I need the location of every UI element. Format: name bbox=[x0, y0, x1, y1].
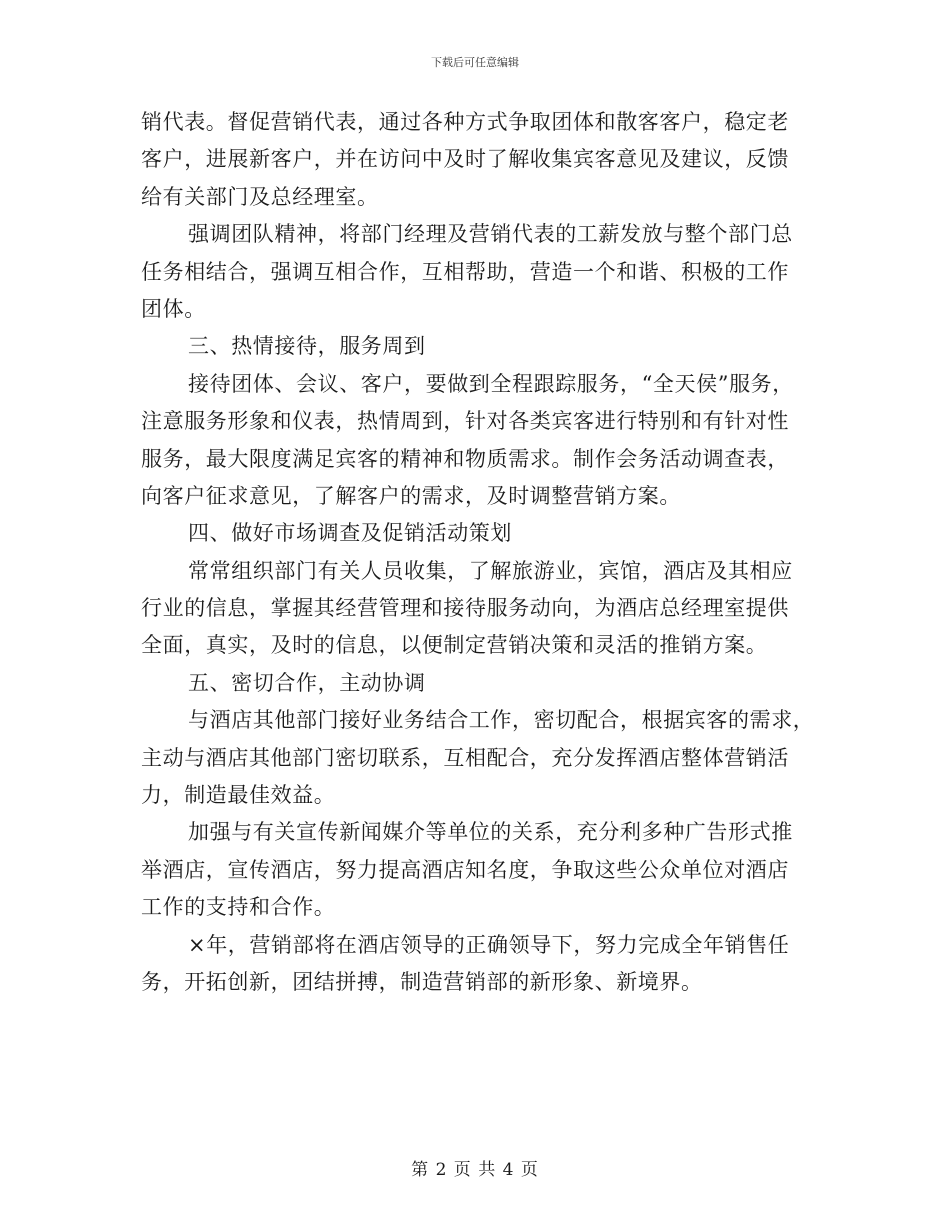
text-line: 力，制造最佳效益。 bbox=[141, 783, 336, 808]
text-line: 全面，真实，及时的信息，以便制定营销决策和灵活的推销方案。 bbox=[141, 633, 768, 658]
text-line: 五、密切合作，主动协调 bbox=[188, 670, 426, 695]
document-body bbox=[141, 104, 815, 1001]
text-line: 给有关部门及总经理室。 bbox=[141, 184, 379, 209]
text-line: 三、热情接待，服务周到 bbox=[188, 334, 426, 359]
text-line: 务，开拓创新，团结拼搏，制造营销部的新形象、新境界。 bbox=[141, 969, 703, 994]
page-header: 下载后可任意编辑 bbox=[431, 56, 519, 69]
text-line: 工作的支持和合作。 bbox=[141, 895, 336, 920]
text-line: 强调团队精神，将部门经理及营销代表的工薪发放与整个部门总 bbox=[188, 222, 793, 247]
text-line: 四、做好市场调查及促销活动策划 bbox=[188, 521, 512, 546]
page-number: 第 2 页 共 4 页 bbox=[411, 1160, 539, 1180]
text-line: 服务，最大限度满足宾客的精神和物质需求。制作会务活动调查表， bbox=[141, 446, 789, 471]
text-line: 注意服务形象和仪表，热情周到，针对各类宾客进行特别和有针对性 bbox=[141, 409, 789, 434]
text-line: ×年，营销部将在酒店领导的正确领导下，努力完成全年销售任 bbox=[188, 932, 790, 957]
text-line: 加强与有关宣传新闻媒介等单位的关系，充分利多种广告形式推 bbox=[188, 820, 793, 845]
text-line: 举酒店，宣传酒店，努力提高酒店知名度，争取这些公众单位对酒店 bbox=[141, 857, 789, 882]
text-line: 行业的信息，掌握其经营管理和接待服务动向，为酒店总经理室提供 bbox=[141, 596, 789, 621]
text-line: 与酒店其他部门接好业务结合工作，密切配合，根据宾客的需求， bbox=[188, 708, 815, 733]
text-line: 销代表。督促营销代表，通过各种方式争取团体和散客客户，稳定老 bbox=[141, 110, 789, 134]
text-line: 主动与酒店其他部门密切联系，互相配合，充分发挥酒店整体营销活 bbox=[141, 745, 789, 770]
text-line: 客户，进展新客户，并在访问中及时了解收集宾客意见及建议，反馈 bbox=[141, 147, 789, 172]
text-line: 常常组织部门有关人员收集，了解旅游业，宾馆，酒店及其相应 bbox=[188, 558, 793, 583]
text-line: 团体。 bbox=[141, 296, 206, 321]
text-line: 接待团体、会议、客户，要做到全程跟踪服务，“全天侯”服务， bbox=[188, 371, 794, 396]
text-line: 任务相结合，强调互相合作，互相帮助，营造一个和谐、积极的工作 bbox=[141, 259, 789, 284]
text-line: 向客户征求意见，了解客户的需求，及时调整营销方案。 bbox=[141, 483, 681, 508]
